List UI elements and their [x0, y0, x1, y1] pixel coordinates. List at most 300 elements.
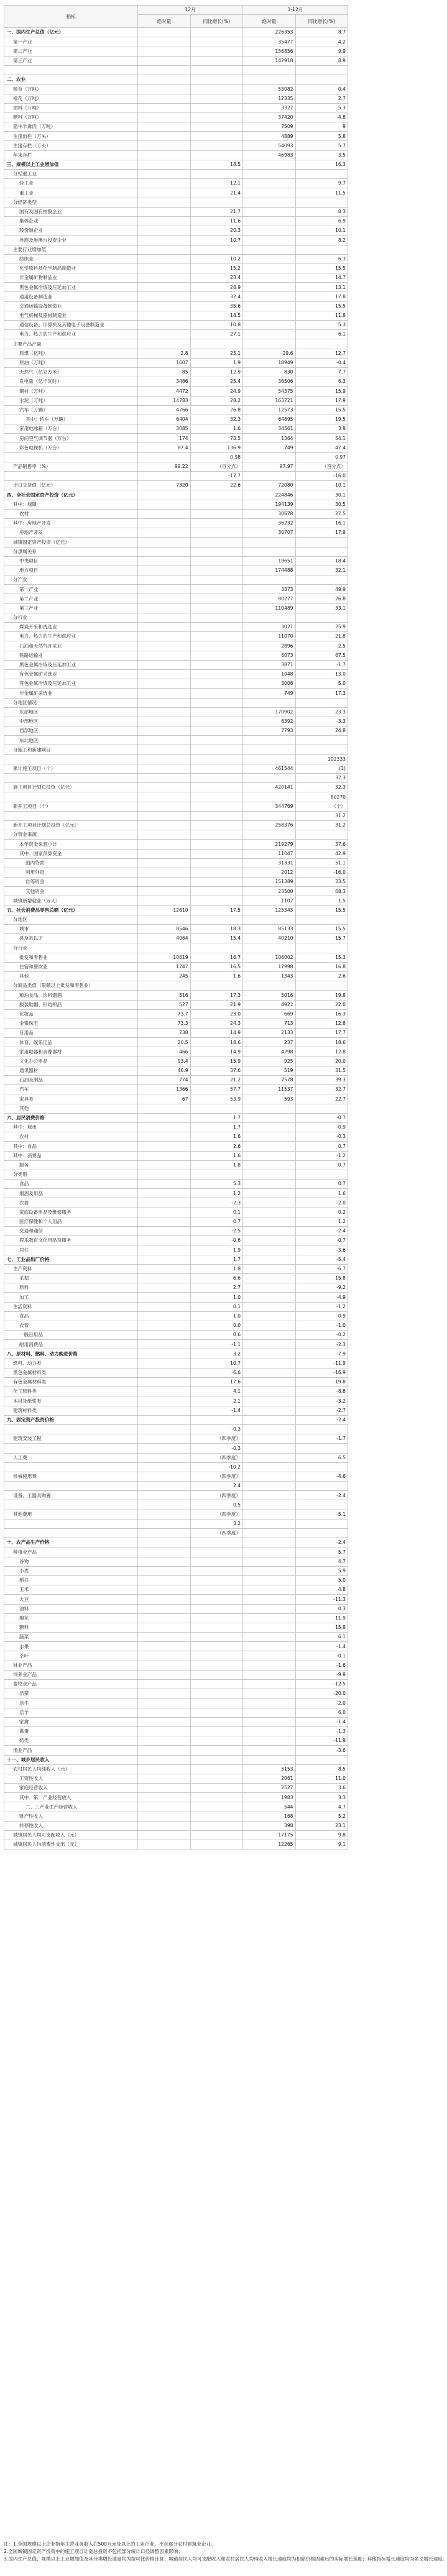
indicator-name — [4, 774, 138, 783]
cell-dec-absolute — [138, 1519, 190, 1528]
indicator-name: 分商品类值（限额以上批发和零售业） — [4, 981, 138, 991]
table-row — [4, 321, 348, 330]
cell-ytd-absolute: 194139 — [243, 500, 295, 509]
table-row — [4, 1245, 348, 1255]
cell-dec-absolute — [138, 1208, 190, 1217]
cell-dec-yoy — [190, 1575, 242, 1585]
indicator-name: 第一产业 — [4, 585, 138, 594]
cell-dec-absolute — [138, 1293, 190, 1302]
indicator-name: 其中：第一产业经营收入 — [4, 1793, 138, 1802]
indicator-name: 生猪出栏（万头） — [4, 132, 138, 141]
table-row — [4, 1698, 348, 1708]
cell-dec-absolute — [138, 1604, 190, 1613]
cell-dec-yoy — [190, 141, 242, 150]
cell-ytd-yoy: 30.5 — [295, 500, 348, 509]
section-row — [4, 1415, 348, 1424]
table-row — [4, 1575, 348, 1585]
cell-ytd-absolute: 1364 — [243, 434, 295, 443]
table-row — [4, 198, 348, 207]
cell-ytd-absolute — [243, 1613, 295, 1623]
cell-ytd-yoy: 15.9 — [295, 387, 348, 396]
indicator-name: 衣着 — [4, 1198, 138, 1208]
indicator-name: 生猪存栏（万头） — [4, 141, 138, 150]
indicator-name: 发电量（亿千瓦时） — [4, 377, 138, 387]
cell-dec-yoy: 10.2 — [190, 254, 242, 264]
cell-dec-yoy — [190, 783, 242, 792]
table-body — [4, 28, 348, 1849]
cell-dec-absolute — [138, 1793, 190, 1802]
cell-dec-absolute — [138, 1236, 190, 1245]
cell-dec-absolute — [138, 1283, 190, 1293]
cell-dec-yoy: 3.2 — [190, 1349, 242, 1359]
cell-dec-yoy: -0.3 — [190, 1444, 242, 1453]
footnote-line: 2.全国城镇固定资产投资中的施工项目计划总投资不包括部分统计口径调整因素影响； — [4, 2549, 183, 2554]
cell-ytd-absolute: 174488 — [243, 566, 295, 575]
cell-dec-absolute — [138, 518, 190, 528]
cell-dec-yoy — [190, 198, 242, 207]
cell-dec-absolute — [138, 283, 190, 292]
indicator-name: 设备、工器具购置 — [4, 1491, 138, 1500]
cell-ytd-yoy — [295, 1529, 348, 1538]
cell-ytd-absolute: 80277 — [243, 594, 295, 603]
cell-ytd-yoy: -9.9 — [295, 1670, 348, 1679]
table-row — [4, 1038, 348, 1047]
header-dec-yoy: 同比增长(%) — [190, 15, 242, 28]
indicator-name: 食品 — [4, 1311, 138, 1321]
cell-ytd-absolute: 30678 — [243, 509, 295, 518]
table-row — [4, 736, 348, 745]
cell-ytd-absolute — [243, 236, 295, 245]
indicator-name: 其他 — [4, 1104, 138, 1113]
cell-ytd-absolute — [243, 1160, 295, 1170]
cell-ytd-absolute — [243, 1236, 295, 1245]
cell-dec-absolute — [138, 1613, 190, 1623]
cell-dec-yoy — [190, 1547, 242, 1557]
cell-ytd-yoy: 12.8 — [295, 1047, 348, 1057]
cell-ytd-yoy — [295, 698, 348, 707]
cell-ytd-yoy: -1.6 — [295, 1661, 348, 1670]
cell-ytd-absolute: 142918 — [243, 56, 295, 65]
cell-ytd-absolute: 4298 — [243, 1047, 295, 1057]
indicator-name: 木材及纸浆类 — [4, 1396, 138, 1406]
table-row — [4, 594, 348, 603]
cell-ytd-yoy: 4.7 — [295, 1557, 348, 1566]
cell-dec-yoy: 0.1 — [190, 1302, 242, 1311]
table-row — [4, 518, 348, 528]
cell-dec-yoy — [190, 764, 242, 773]
cell-dec-yoy — [190, 1717, 242, 1726]
cell-dec-yoy: 16.5 — [190, 962, 242, 971]
cell-dec-absolute — [138, 1434, 190, 1444]
cell-ytd-absolute — [243, 321, 295, 330]
cell-ytd-yoy: 15.5 — [295, 925, 348, 934]
cell-dec-absolute: 2.8 — [138, 349, 190, 358]
indicator-name: 有色金属冶炼及压延加工业 — [4, 679, 138, 689]
table-row — [4, 585, 348, 594]
cell-ytd-absolute — [243, 1642, 295, 1651]
table-row — [4, 1500, 348, 1510]
cell-dec-yoy — [190, 669, 242, 679]
indicator-name: 住宿和餐饮业 — [4, 962, 138, 971]
cell-dec-absolute — [138, 623, 190, 632]
cell-ytd-yoy: 31.2 — [295, 820, 348, 830]
cell-dec-absolute — [138, 811, 190, 820]
indicator-name: 粮油食品、饮料烟酒 — [4, 991, 138, 1000]
cell-ytd-yoy: 23.1 — [295, 1821, 348, 1830]
table-row — [4, 1651, 348, 1661]
cell-ytd-absolute — [243, 1217, 295, 1226]
cell-ytd-absolute — [243, 1189, 295, 1198]
cell-dec-absolute — [138, 556, 190, 566]
cell-dec-yoy — [190, 1557, 242, 1566]
cell-ytd-yoy — [295, 575, 348, 585]
cell-ytd-absolute — [243, 1670, 295, 1679]
indicator-name — [4, 65, 138, 75]
cell-dec-yoy — [190, 745, 242, 754]
cell-ytd-absolute: 258376 — [243, 820, 295, 830]
cell-dec-absolute — [138, 1227, 190, 1236]
cell-ytd-yoy: 32.3 — [295, 783, 348, 792]
cell-ytd-absolute: 2896 — [243, 641, 295, 651]
table-row — [4, 943, 348, 953]
indicator-name: 其中：食品 — [4, 1142, 138, 1151]
cell-ytd-absolute — [243, 1349, 295, 1359]
table-row — [4, 1689, 348, 1698]
table-row — [4, 1160, 348, 1170]
indicator-name: 烟酒及用品 — [4, 1189, 138, 1198]
cell-ytd-absolute — [243, 1500, 295, 1510]
cell-ytd-yoy: -2.4 — [295, 1227, 348, 1236]
cell-dec-yoy: 3.2 — [190, 1519, 242, 1528]
cell-ytd-absolute — [243, 1595, 295, 1604]
indicator-name: 二、三产业生产经营收入 — [4, 1802, 138, 1812]
cell-ytd-absolute: 6073 — [243, 651, 295, 660]
cell-ytd-yoy: 8.7 — [295, 28, 348, 37]
cell-dec-absolute — [138, 56, 190, 65]
cell-dec-absolute — [138, 1575, 190, 1585]
cell-ytd-absolute: 226353 — [243, 28, 295, 37]
cell-dec-absolute — [138, 47, 190, 56]
cell-ytd-yoy: 15.3 — [295, 953, 348, 962]
cell-ytd-yoy: 54.1 — [295, 434, 348, 443]
cell-dec-absolute — [138, 754, 190, 764]
cell-ytd-absolute: 85133 — [243, 925, 295, 934]
cell-dec-absolute: 4064 — [138, 934, 190, 943]
cell-dec-yoy — [190, 1784, 242, 1793]
cell-ytd-yoy: -1.3 — [295, 1726, 348, 1736]
cell-ytd-yoy: 33.1 — [295, 603, 348, 613]
indicator-name — [4, 1462, 138, 1472]
cell-ytd-absolute: 54375 — [243, 387, 295, 396]
cell-ytd-absolute: 3373 — [243, 585, 295, 594]
table-row — [4, 56, 348, 65]
cell-ytd-absolute — [243, 1302, 295, 1311]
cell-dec-yoy: 23.4 — [190, 273, 242, 283]
cell-dec-yoy — [190, 556, 242, 566]
cell-dec-absolute — [138, 915, 190, 924]
cell-ytd-yoy: -5.4 — [295, 1255, 348, 1264]
indicator-name: 交通运输设备制造业 — [4, 301, 138, 311]
table-row — [4, 1406, 348, 1415]
cell-ytd-yoy: 3.3 — [295, 1793, 348, 1802]
table-row — [4, 1566, 348, 1575]
indicator-name: 西部地区 — [4, 727, 138, 736]
cell-dec-absolute: 1607 — [138, 358, 190, 367]
cell-dec-yoy — [190, 878, 242, 887]
cell-dec-yoy — [190, 707, 242, 717]
cell-dec-absolute — [138, 188, 190, 198]
cell-ytd-absolute — [243, 75, 295, 85]
cell-dec-yoy: 17.6 — [190, 1378, 242, 1387]
cell-ytd-absolute — [243, 1529, 295, 1538]
cell-dec-yoy: 25.4 — [190, 377, 242, 387]
cell-ytd-absolute — [243, 1604, 295, 1613]
table-row — [4, 1085, 348, 1094]
cell-ytd-yoy: 31.5 — [295, 1066, 348, 1075]
table-row — [4, 698, 348, 707]
cell-dec-yoy — [190, 170, 242, 179]
cell-ytd-absolute: 749 — [243, 443, 295, 452]
cell-ytd-yoy: 68.3 — [295, 887, 348, 896]
indicator-name — [4, 1482, 138, 1491]
table-row — [4, 1019, 348, 1028]
cell-dec-yoy: 20.3 — [190, 226, 242, 236]
cell-dec-absolute — [138, 1387, 190, 1396]
cell-ytd-yoy: 2.6 — [295, 971, 348, 981]
cell-ytd-yoy: 15.8 — [295, 1623, 348, 1632]
cell-ytd-absolute — [243, 1726, 295, 1736]
cell-ytd-absolute: 1983 — [243, 1793, 295, 1802]
cell-ytd-yoy: 15.5 — [295, 301, 348, 311]
cell-ytd-yoy — [295, 1462, 348, 1472]
cell-dec-yoy: 2.4 — [190, 1482, 242, 1491]
cell-ytd-absolute — [243, 1557, 295, 1566]
table-row — [4, 1378, 348, 1387]
cell-dec-yoy: （四季度） — [190, 1510, 242, 1519]
cell-dec-absolute — [138, 1189, 190, 1198]
cell-ytd-absolute: 29.6 — [243, 349, 295, 358]
table-row — [4, 1094, 348, 1104]
cell-ytd-yoy: 8.3 — [295, 207, 348, 216]
cell-dec-absolute — [138, 1642, 190, 1651]
table-row — [4, 254, 348, 264]
cell-ytd-absolute — [243, 1132, 295, 1142]
cell-ytd-absolute: 36506 — [243, 377, 295, 387]
table-row — [4, 1784, 348, 1793]
cell-ytd-absolute: 163721 — [243, 396, 295, 405]
indicator-name: 二、农业 — [4, 75, 138, 85]
cell-ytd-yoy: （百分点） — [295, 462, 348, 471]
table-row — [4, 1180, 348, 1189]
table-row — [4, 925, 348, 934]
cell-dec-yoy: （四季度） — [190, 1491, 242, 1500]
cell-dec-yoy: 35.6 — [190, 301, 242, 311]
cell-ytd-yoy: 9.7 — [295, 179, 348, 188]
table-row — [4, 896, 348, 905]
table-row — [4, 669, 348, 679]
cell-ytd-absolute: 53082 — [243, 85, 295, 94]
cell-ytd-yoy: 24.8 — [295, 727, 348, 736]
cell-ytd-yoy: 6.9 — [295, 216, 348, 226]
indicator-name: 棉花 — [4, 1613, 138, 1623]
cell-dec-absolute — [138, 216, 190, 226]
cell-dec-yoy: 17.5 — [190, 905, 242, 915]
cell-dec-yoy — [190, 613, 242, 622]
cell-ytd-absolute: 237 — [243, 1038, 295, 1047]
indicator-name: 家庭经营收入 — [4, 1784, 138, 1793]
cell-dec-absolute — [138, 1264, 190, 1273]
cell-ytd-absolute — [243, 1689, 295, 1698]
cell-dec-absolute — [138, 1698, 190, 1708]
indicator-name: 电力、热力的生产和供应业 — [4, 330, 138, 339]
table-row — [4, 1547, 348, 1557]
table-row — [4, 1057, 348, 1066]
cell-ytd-yoy — [295, 745, 348, 754]
indicator-name: 机械使用费 — [4, 1472, 138, 1481]
cell-dec-yoy: 10.8 — [190, 321, 242, 330]
table-row — [4, 273, 348, 283]
cell-ytd-yoy: -11.3 — [295, 1595, 348, 1604]
cell-dec-yoy — [190, 1415, 242, 1424]
indicator-name: 建筑材料类 — [4, 1406, 138, 1415]
cell-dec-yoy — [190, 1802, 242, 1812]
indicator-name: 采掘 — [4, 1273, 138, 1283]
cell-dec-absolute — [138, 1812, 190, 1821]
cell-dec-yoy: 28.9 — [190, 283, 242, 292]
cell-dec-absolute — [138, 613, 190, 622]
cell-dec-absolute — [138, 660, 190, 669]
table-row — [4, 1453, 348, 1462]
cell-dec-absolute — [138, 150, 190, 160]
cell-ytd-absolute — [243, 472, 295, 481]
cell-ytd-yoy: 9.1 — [295, 1840, 348, 1849]
cell-ytd-yoy: 47.4 — [295, 443, 348, 452]
cell-dec-absolute — [138, 1132, 190, 1142]
table-row — [4, 1661, 348, 1670]
cell-dec-yoy — [190, 28, 242, 37]
cell-ytd-absolute: 4922 — [243, 1000, 295, 1009]
cell-ytd-yoy: 8.2 — [295, 236, 348, 245]
cell-ytd-absolute — [243, 1585, 295, 1595]
indicator-name: 通用设备制造业 — [4, 292, 138, 301]
cell-ytd-yoy: -2.3 — [295, 1340, 348, 1349]
cell-dec-yoy: 12.1 — [190, 179, 242, 188]
cell-ytd-absolute: 7793 — [243, 727, 295, 736]
cell-ytd-yoy: -3.6 — [295, 1746, 348, 1755]
cell-dec-absolute — [138, 632, 190, 641]
cell-ytd-absolute: 713 — [243, 1019, 295, 1028]
indicator-name: 七、工业品出厂价格 — [4, 1255, 138, 1264]
table-header-row — [4, 6, 348, 15]
table-row — [4, 509, 348, 518]
cell-ytd-absolute — [243, 1227, 295, 1236]
cell-ytd-absolute: 461544 — [243, 764, 295, 773]
indicator-name: 出口交货值（亿元） — [4, 481, 138, 490]
cell-ytd-yoy: 22.7 — [295, 1094, 348, 1104]
indicator-name: 分轻重工业 — [4, 170, 138, 179]
indicator-name: 汽车（万辆） — [4, 405, 138, 415]
cell-ytd-absolute: 97.97 — [243, 462, 295, 471]
table-row — [4, 434, 348, 443]
cell-dec-yoy: 10.7 — [190, 236, 242, 245]
cell-dec-yoy: 0.1 — [190, 1208, 242, 1217]
table-row — [4, 962, 348, 971]
table-row — [4, 216, 348, 226]
cell-ytd-absolute — [243, 1519, 295, 1528]
cell-dec-absolute: 3486 — [138, 377, 190, 387]
cell-dec-yoy: 12.9 — [190, 367, 242, 377]
cell-ytd-absolute — [243, 216, 295, 226]
table-row — [4, 887, 348, 896]
cell-dec-absolute — [138, 1764, 190, 1774]
indicator-name: 电气机械及器材制造业 — [4, 311, 138, 320]
cell-dec-yoy — [190, 1812, 242, 1821]
cell-dec-absolute: 46.9 — [138, 1066, 190, 1075]
cell-ytd-yoy: 0.7 — [295, 1180, 348, 1189]
cell-dec-yoy: 15.2 — [190, 264, 242, 273]
cell-dec-yoy: 17.3 — [190, 991, 242, 1000]
cell-ytd-absolute: 3021 — [243, 623, 295, 632]
indicator-name: 地方项目 — [4, 566, 138, 575]
table-row — [4, 528, 348, 538]
cell-ytd-yoy: 6.3 — [295, 254, 348, 264]
cell-ytd-yoy: 5.0 — [295, 679, 348, 689]
cell-dec-absolute — [138, 311, 190, 320]
cell-ytd-absolute — [243, 1180, 295, 1189]
table-row — [4, 603, 348, 613]
cell-dec-absolute — [138, 717, 190, 726]
indicator-name: 石油及制品 — [4, 1076, 138, 1085]
cell-dec-yoy — [190, 575, 242, 585]
table-row — [4, 1368, 348, 1377]
table-row — [4, 292, 348, 301]
cell-ytd-absolute — [243, 330, 295, 339]
cell-ytd-absolute: 18949 — [243, 358, 295, 367]
cell-ytd-yoy: 20.0 — [295, 1057, 348, 1066]
cell-ytd-yoy: 11.9 — [295, 1613, 348, 1623]
cell-dec-absolute — [138, 1491, 190, 1500]
cell-ytd-yoy: -3.3 — [295, 717, 348, 726]
cell-ytd-yoy: 8.9 — [295, 56, 348, 65]
cell-dec-yoy — [190, 811, 242, 820]
table-row — [4, 1227, 348, 1236]
cell-ytd-absolute — [243, 1708, 295, 1717]
cell-dec-yoy — [190, 1764, 242, 1774]
cell-dec-absolute — [138, 1198, 190, 1208]
table-row — [4, 717, 348, 726]
cell-ytd-yoy: -16.0 — [295, 472, 348, 481]
table-row — [4, 1189, 348, 1198]
header-ytd-absolute: 绝对量 — [243, 15, 295, 28]
cell-dec-yoy — [190, 943, 242, 953]
cell-ytd-absolute — [243, 943, 295, 953]
cell-ytd-yoy: 16.8 — [295, 962, 348, 971]
cell-ytd-yoy: 5.7 — [295, 141, 348, 150]
cell-dec-yoy: 0.6 — [190, 1331, 242, 1340]
cell-ytd-absolute — [243, 1198, 295, 1208]
cell-ytd-yoy: -9.2 — [295, 1283, 348, 1293]
cell-ytd-absolute — [243, 698, 295, 707]
cell-dec-yoy: 37.6 — [190, 1066, 242, 1075]
indicator-name: 铁路运输业 — [4, 651, 138, 660]
cell-dec-absolute — [138, 1340, 190, 1349]
cell-ytd-absolute — [243, 1510, 295, 1519]
indicator-name: 活羊 — [4, 1708, 138, 1717]
indicator-name: 县及县以下 — [4, 934, 138, 943]
cell-dec-yoy: -2.3 — [190, 1198, 242, 1208]
cell-ytd-yoy: 0.7 — [295, 1160, 348, 1170]
cell-ytd-absolute: 54093 — [243, 141, 295, 150]
